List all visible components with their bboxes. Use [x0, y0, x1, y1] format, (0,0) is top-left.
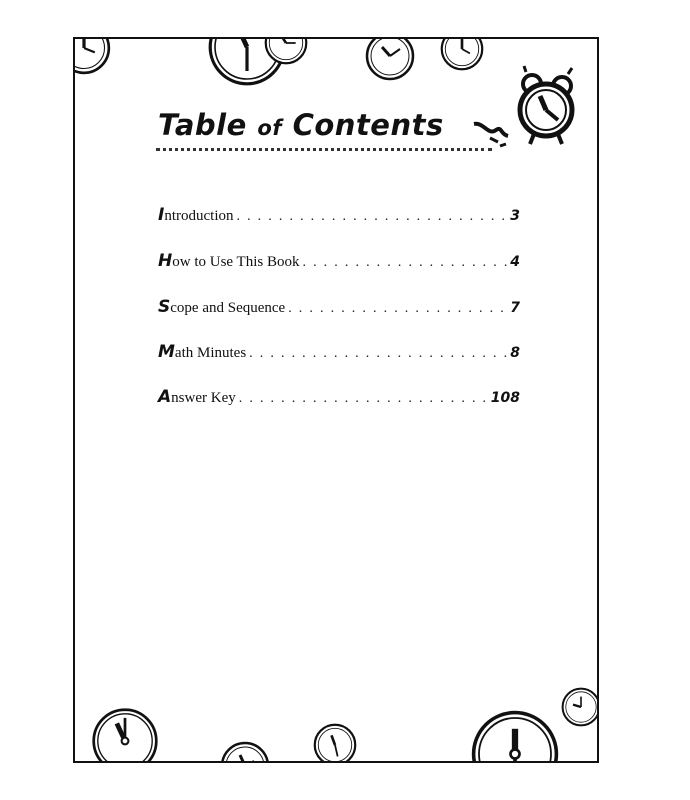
- page-title: [158, 108, 444, 142]
- toc-entry-introduction[interactable]: [158, 205, 520, 225]
- clock-icon: [91, 707, 159, 763]
- clock-icon: [561, 687, 599, 727]
- toc-entry-initial: A: [158, 387, 172, 407]
- dot-leader: [239, 391, 488, 407]
- toc-entry-scope-and-sequence[interactable]: [158, 297, 520, 317]
- toc-entry-page: 4: [510, 254, 520, 270]
- toc-entry-initial: S: [158, 297, 171, 317]
- title-word-contents: Contents: [292, 108, 444, 142]
- toc-entry-answer-key[interactable]: [158, 387, 520, 407]
- toc-entry-how-to-use[interactable]: [158, 251, 520, 271]
- toc-entry-page: 7: [510, 300, 520, 316]
- toc-entry-label: ow to Use This Book: [172, 254, 300, 270]
- dot-leader: [288, 301, 507, 317]
- toc-entry-page: 108: [490, 390, 520, 406]
- toc-entry-initial: I: [158, 205, 165, 225]
- title-dotted-rule: [156, 148, 492, 151]
- toc-entry-page: 3: [510, 208, 520, 224]
- toc-entry-label: ntroduction: [164, 208, 234, 224]
- toc-entry-label: cope and Sequence: [170, 300, 286, 316]
- dot-leader: [236, 209, 507, 225]
- title-word-of: of: [257, 116, 282, 140]
- toc-entry-initial: M: [158, 342, 175, 362]
- toc-entry-label: ath Minutes: [174, 345, 247, 361]
- clock-icon: [470, 709, 560, 763]
- toc-entry-initial: H: [158, 251, 173, 271]
- title-word-table: Table: [158, 108, 247, 142]
- toc-entry-page: 8: [510, 345, 520, 361]
- toc-entry-label: nswer Key: [171, 390, 236, 406]
- clock-icon: [313, 723, 357, 763]
- clock-icon: [73, 37, 111, 75]
- toc-entry-math-minutes[interactable]: [158, 342, 520, 362]
- clock-icon: [220, 741, 270, 763]
- clock-icon: [264, 37, 308, 65]
- clock-icon: [365, 37, 415, 81]
- dot-leader: [302, 255, 507, 271]
- dot-leader: [249, 346, 507, 362]
